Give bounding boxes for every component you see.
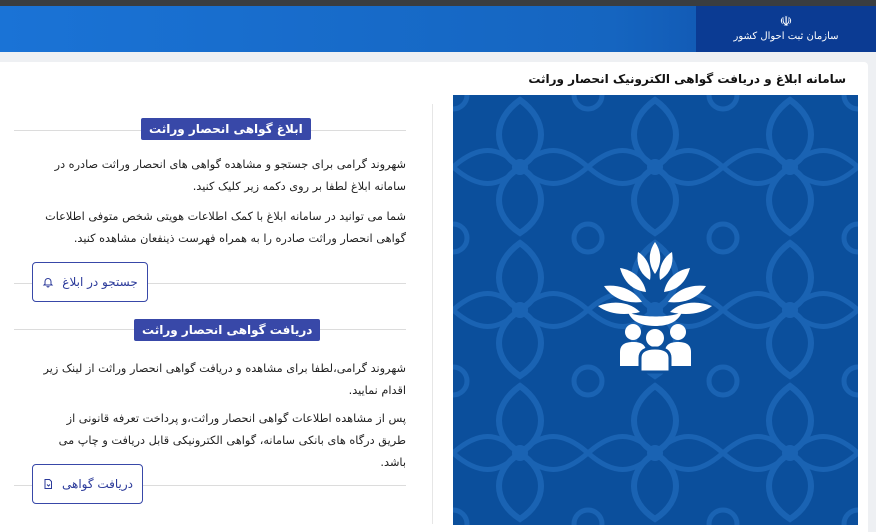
iran-emblem-icon: ☫ [779,14,793,30]
logo-text: سازمان ثبت احوال کشور [733,31,839,42]
family-tree-icon [598,240,713,380]
page-title: سامانه ابلاغ و دریافت گواهی الکترونیک انحصار وراثت [528,72,846,86]
hero-image [453,95,858,525]
section2-paragraph1: شهروند گرامی،لطفا برای مشاهده و دریافت گواهی انحصار وراثت از لینک زیر اقدام نمایید. [43,362,406,397]
column-divider [432,104,433,524]
download-icon [42,478,54,490]
section-title-notification: ابلاغ گواهی انحصار وراثت [141,118,311,140]
button-label: دریافت گواهی [61,477,134,491]
section1-paragraph1: شهروند گرامی برای جستجو و مشاهده گواهی های انحصار وراثت صادره در سامانه ابلاغ لطفا بر روی دکمه زیر کلیک کنید. [54,158,406,193]
site-header [0,6,876,52]
button-label: جستجو در ابلاغ [62,275,138,289]
main-panel [0,62,868,532]
section1-paragraph2: شما می توانید در سامانه ابلاغ با کمک اطلاعات هویتی شخص متوفی اطلاعات گواهی انحصار وراثت صادره را به همراه فهرست ذینفعان مشاهده کنید. [45,210,406,245]
section2-paragraph2: پس از مشاهده اطلاعات گواهی انحصار وراثت،و پرداخت تعرفه قانونی از طریق درگاه های بانکی سامانه، گواهی الکترونیکی قابل دریافت و چاپ می باشد. [58,412,406,469]
receive-certificate-button[interactable] [32,464,143,504]
section-title-download: دریافت گواهی انحصار وراثت [134,319,320,341]
organization-logo[interactable] [696,6,876,52]
search-notification-button[interactable] [32,262,148,302]
bell-icon [42,276,54,288]
